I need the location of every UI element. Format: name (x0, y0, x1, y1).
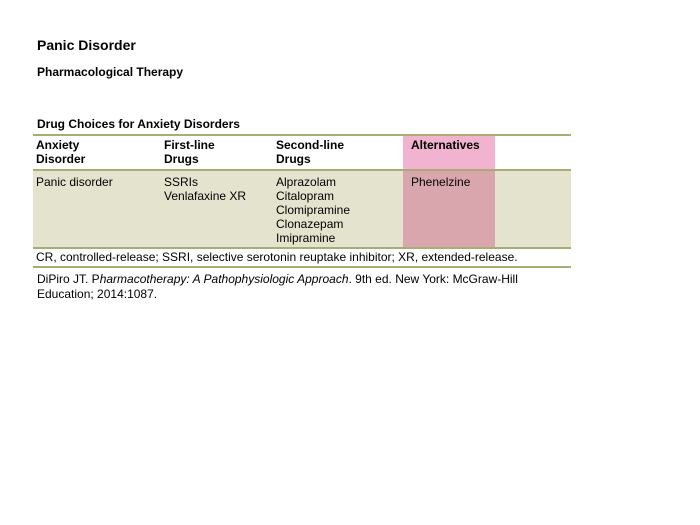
citation-book-title: harmacotherapy: A Pathophysiologic Approach (99, 272, 349, 286)
header-alternatives: Alternatives (411, 138, 480, 152)
second-line-drug: Citalopram (276, 189, 335, 203)
header-second-line-line: Second-line (276, 138, 345, 152)
second-line-drug: Imipramine (276, 231, 336, 245)
table-footnote: CR, controlled-release; SSRI, selective serotonin reuptake inhibitor; XR, extended-release. (36, 250, 518, 264)
header-second-line-drugs (276, 138, 344, 166)
header-bottom-rule (33, 169, 571, 171)
cell-first-line-drugs (164, 175, 246, 203)
cell-disorder: Panic disorder (36, 175, 113, 189)
cell-second-line-drugs (276, 175, 350, 245)
header-anxiety-disorder-line: Anxiety (36, 138, 80, 152)
page-title: Panic Disorder (37, 37, 136, 53)
header-first-line-drugs (164, 138, 215, 166)
citation-prefix: DiPiro JT. P (37, 272, 100, 286)
citation-suffix: . 9th ed. New York: McGraw-Hill Education; 2014:1087. (37, 272, 518, 301)
header-second-line-line: Drugs (276, 152, 311, 166)
citation (37, 272, 557, 302)
drug-choices-table (33, 134, 571, 268)
body-bottom-rule (33, 247, 571, 249)
table-caption: Drug Choices for Anxiety Disorders (37, 117, 240, 131)
table-top-rule (33, 134, 571, 136)
header-anxiety-disorder-line: Disorder (36, 152, 86, 166)
header-first-line-line: First-line (164, 138, 215, 152)
first-line-drug: Venlafaxine XR (164, 189, 247, 203)
first-line-drug: SSRIs (164, 175, 199, 189)
header-anxiety-disorder (36, 138, 85, 166)
cell-alternatives: Phenelzine (411, 175, 471, 189)
second-line-drug: Clonazepam (276, 217, 344, 231)
second-line-drug: Alprazolam (276, 175, 337, 189)
header-first-line-line: Drugs (164, 152, 199, 166)
page-subtitle: Pharmacological Therapy (37, 65, 184, 79)
second-line-drug: Clomipramine (276, 203, 351, 217)
footnote-bottom-rule (33, 266, 571, 268)
